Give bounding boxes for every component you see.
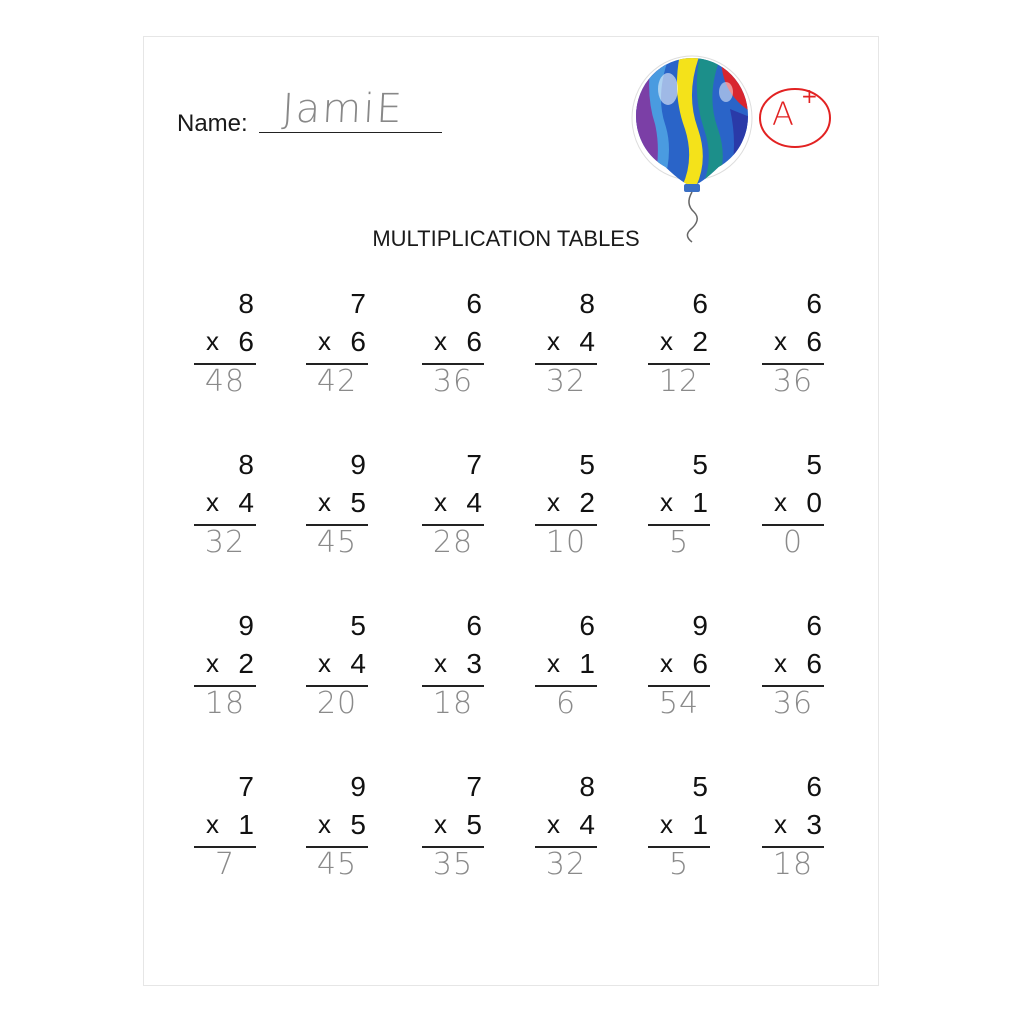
multiplicand: 7 bbox=[350, 288, 366, 319]
handwritten-answer: 54 bbox=[658, 686, 700, 721]
multiplicand: 6 bbox=[579, 610, 595, 641]
multiplier: 6 bbox=[692, 648, 708, 679]
multiplier: 1 bbox=[238, 809, 254, 840]
multiplicand: 7 bbox=[238, 771, 254, 802]
handwritten-answer: 45 bbox=[316, 525, 358, 560]
multiplicand: 5 bbox=[692, 449, 708, 480]
multiplicand: 6 bbox=[692, 288, 708, 319]
multiplier: 5 bbox=[350, 487, 366, 518]
times-sign: x bbox=[206, 487, 219, 517]
handwritten-answer: 6 bbox=[555, 686, 577, 721]
multiplier: 2 bbox=[579, 487, 595, 518]
multiplier: 6 bbox=[466, 326, 482, 357]
multiplier: 6 bbox=[350, 326, 366, 357]
name-label: Name: bbox=[177, 110, 248, 137]
multiplier: 1 bbox=[692, 487, 708, 518]
handwritten-answer: 18 bbox=[432, 686, 474, 721]
name-underline bbox=[259, 132, 442, 133]
multiplier: 5 bbox=[350, 809, 366, 840]
problem-15 bbox=[422, 610, 484, 720]
times-sign: x bbox=[318, 487, 331, 517]
handwritten-answer: 5 bbox=[668, 847, 690, 882]
times-sign: x bbox=[660, 487, 673, 517]
problem-10 bbox=[535, 449, 597, 559]
handwritten-answer: 28 bbox=[432, 525, 474, 560]
times-sign: x bbox=[547, 648, 560, 678]
multiplier: 4 bbox=[579, 326, 595, 357]
problem-20 bbox=[306, 771, 368, 881]
times-sign: x bbox=[774, 487, 787, 517]
balloon-icon bbox=[630, 54, 755, 244]
problem-4 bbox=[535, 288, 597, 398]
multiplicand: 9 bbox=[350, 449, 366, 480]
problem-16 bbox=[535, 610, 597, 720]
worksheet-title: MULTIPLICATION TABLES bbox=[372, 226, 640, 251]
multiplicand: 9 bbox=[238, 610, 254, 641]
multiplier: 6 bbox=[806, 648, 822, 679]
handwritten-answer: 32 bbox=[545, 364, 587, 399]
handwritten-answer: 0 bbox=[782, 525, 804, 560]
problem-17 bbox=[648, 610, 710, 720]
problem-13 bbox=[194, 610, 256, 720]
handwritten-answer: 36 bbox=[772, 364, 814, 399]
problem-23 bbox=[648, 771, 710, 881]
multiplicand: 6 bbox=[466, 610, 482, 641]
times-sign: x bbox=[318, 809, 331, 839]
times-sign: x bbox=[547, 326, 560, 356]
times-sign: x bbox=[774, 648, 787, 678]
handwritten-answer: 35 bbox=[432, 847, 474, 882]
multiplicand: 5 bbox=[579, 449, 595, 480]
problem-5 bbox=[648, 288, 710, 398]
times-sign: x bbox=[434, 326, 447, 356]
problem-8 bbox=[306, 449, 368, 559]
student-name: JamiE bbox=[280, 86, 405, 132]
grade-plus: + bbox=[801, 84, 818, 108]
problem-21 bbox=[422, 771, 484, 881]
times-sign: x bbox=[660, 326, 673, 356]
times-sign: x bbox=[547, 809, 560, 839]
problem-18 bbox=[762, 610, 824, 720]
multiplicand: 9 bbox=[692, 610, 708, 641]
handwritten-answer: 48 bbox=[204, 364, 246, 399]
multiplier: 2 bbox=[238, 648, 254, 679]
times-sign: x bbox=[660, 648, 673, 678]
problem-3 bbox=[422, 288, 484, 398]
times-sign: x bbox=[206, 809, 219, 839]
times-sign: x bbox=[318, 648, 331, 678]
multiplier: 1 bbox=[579, 648, 595, 679]
handwritten-answer: 12 bbox=[658, 364, 700, 399]
times-sign: x bbox=[318, 326, 331, 356]
problem-19 bbox=[194, 771, 256, 881]
handwritten-answer: 18 bbox=[772, 847, 814, 882]
handwritten-answer: 36 bbox=[432, 364, 474, 399]
handwritten-answer: 36 bbox=[772, 686, 814, 721]
times-sign: x bbox=[547, 487, 560, 517]
times-sign: x bbox=[774, 326, 787, 356]
multiplicand: 8 bbox=[579, 288, 595, 319]
multiplicand: 8 bbox=[579, 771, 595, 802]
problem-9 bbox=[422, 449, 484, 559]
multiplicand: 5 bbox=[692, 771, 708, 802]
multiplicand: 9 bbox=[350, 771, 366, 802]
problem-1 bbox=[194, 288, 256, 398]
multiplier: 4 bbox=[579, 809, 595, 840]
times-sign: x bbox=[434, 809, 447, 839]
multiplicand: 5 bbox=[350, 610, 366, 641]
handwritten-answer: 10 bbox=[545, 525, 587, 560]
times-sign: x bbox=[660, 809, 673, 839]
times-sign: x bbox=[434, 487, 447, 517]
times-sign: x bbox=[434, 648, 447, 678]
problem-2 bbox=[306, 288, 368, 398]
handwritten-answer: 20 bbox=[316, 686, 358, 721]
multiplicand: 6 bbox=[806, 288, 822, 319]
multiplicand: 7 bbox=[466, 771, 482, 802]
problem-12 bbox=[762, 449, 824, 559]
problem-6 bbox=[762, 288, 824, 398]
problem-22 bbox=[535, 771, 597, 881]
multiplier: 4 bbox=[350, 648, 366, 679]
multiplier: 4 bbox=[238, 487, 254, 518]
multiplicand: 8 bbox=[238, 449, 254, 480]
multiplicand: 7 bbox=[466, 449, 482, 480]
problem-7 bbox=[194, 449, 256, 559]
grade-letter: A bbox=[772, 95, 794, 133]
handwritten-answer: 5 bbox=[668, 525, 690, 560]
multiplicand: 6 bbox=[806, 771, 822, 802]
multiplier: 6 bbox=[806, 326, 822, 357]
multiplicand: 5 bbox=[806, 449, 822, 480]
handwritten-answer: 45 bbox=[316, 847, 358, 882]
multiplier: 3 bbox=[466, 648, 482, 679]
handwritten-answer: 42 bbox=[316, 364, 358, 399]
multiplicand: 6 bbox=[806, 610, 822, 641]
handwritten-answer: 32 bbox=[545, 847, 587, 882]
problem-11 bbox=[648, 449, 710, 559]
multiplicand: 8 bbox=[238, 288, 254, 319]
multiplier: 2 bbox=[692, 326, 708, 357]
multiplier: 4 bbox=[466, 487, 482, 518]
multiplier: 1 bbox=[692, 809, 708, 840]
grade-circle-icon bbox=[756, 84, 834, 150]
problem-14 bbox=[306, 610, 368, 720]
times-sign: x bbox=[206, 326, 219, 356]
times-sign: x bbox=[206, 648, 219, 678]
multiplier: 0 bbox=[806, 487, 822, 518]
handwritten-answer: 7 bbox=[214, 847, 236, 882]
multiplicand: 6 bbox=[466, 288, 482, 319]
times-sign: x bbox=[774, 809, 787, 839]
multiplier: 6 bbox=[238, 326, 254, 357]
problem-24 bbox=[762, 771, 824, 881]
multiplier: 3 bbox=[806, 809, 822, 840]
handwritten-answer: 18 bbox=[204, 686, 246, 721]
handwritten-answer: 32 bbox=[204, 525, 246, 560]
multiplier: 5 bbox=[466, 809, 482, 840]
